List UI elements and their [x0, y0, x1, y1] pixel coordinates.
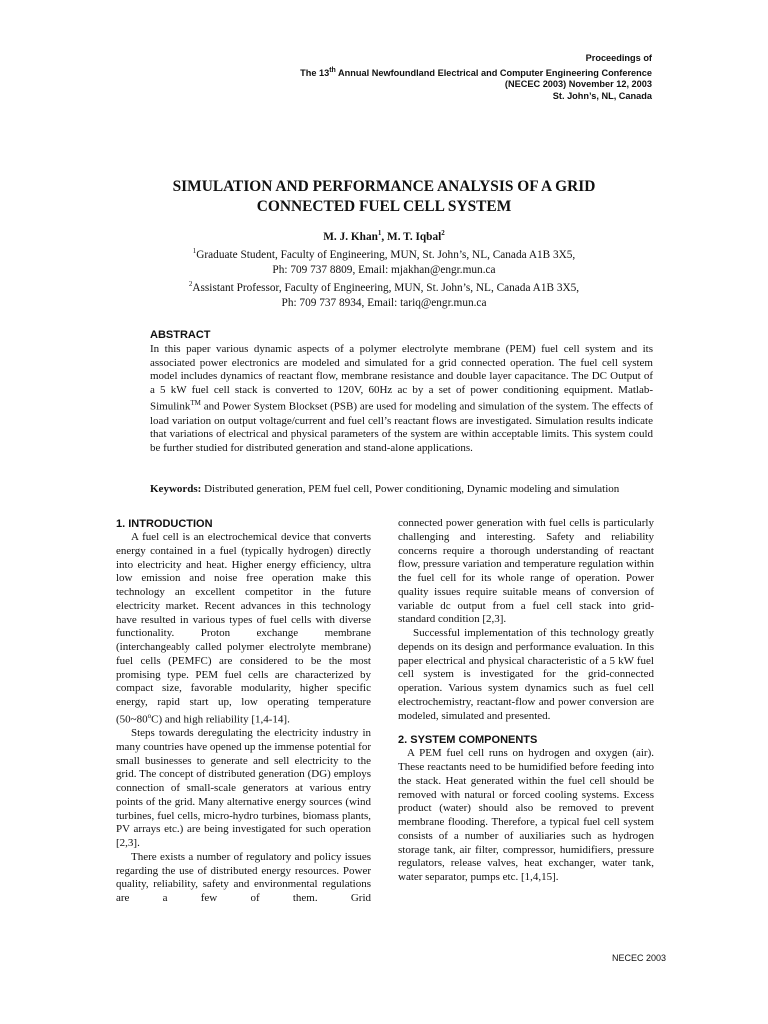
footer-label: NECEC 2003: [611, 953, 666, 963]
intro-p1-part1: A fuel cell is an electrochemical device that converts energy contained in a fuel (typically hydrogen) directly into electricity and heat. Higher energy efficiency, ultra low emission and noise free operation make this technology an excellent competitor in the future electricity market. Recent advances in this technology have resulted in various types of fuel cells with diverse functionality. Proton exchange membrane (interchangeably called polymer electrolyte membrane) fuel cells (PEMFC) are considered to be the most promising type. PEM fuel cells are characterized by compact size, favorable modularity, higher specific energy, rapid start up, low operating temperature (50~80: [116, 531, 371, 726]
authors-block: [0, 226, 768, 310]
degree-sup: o: [147, 711, 152, 720]
affiliation-1-line2: Ph: 709 737 8809, Email: mjakhan@engr.mun.ca: [272, 263, 496, 276]
abstract-text-part2: and Power System Blockset (PSB) are used for modeling and simulation of the system. The effects of load variation on output voltage/current and fuel cell’s reactant flows are investigated. Simulation results indicate that variations of electrical and physical parameters of the system are within acceptable limits. This system could be further studied for distributed generation and stand-alone applications.: [150, 401, 653, 454]
right-column: [398, 517, 654, 885]
affiliation-1-line1: [0, 244, 768, 262]
affiliation-2-line1: [0, 277, 768, 295]
intro-paragraph-3-continued: connected power generation with fuel cells is particularly challenging and interesting. Safety and reliability concerns require a thorough understanding of reactant flow, pressure variation and temperature regulation within the fuel cell for its whole range of operation. Power quality issues require suitable means of conversion of variable dc output from a fuel cell stack into grid-standard condition [2,3].: [398, 517, 654, 626]
abstract-tm: TM: [190, 399, 201, 408]
affiliation-2-text: Assistant Professor, Faculty of Engineering, MUN, St. John’s, NL, Canada A1B 3X5,: [192, 282, 580, 295]
affiliation-2-sup: 2: [188, 280, 193, 289]
affiliation-1-sup: 1: [192, 247, 197, 256]
proceedings-line2-sup: th: [329, 66, 336, 74]
keywords-text: Distributed generation, PEM fuel cell, Power conditioning, Dynamic modeling and simulation: [201, 483, 620, 495]
proceedings-line3: (NECEC 2003) November 12, 2003: [504, 79, 652, 90]
paper-title: [0, 177, 768, 217]
left-column: [116, 517, 371, 906]
affiliation-2-line2: Ph: 709 737 8934, Email: tariq@engr.mun.ca: [281, 296, 487, 309]
abstract-text: [150, 343, 653, 455]
proceedings-line2-suffix: Annual Newfoundland Electrical and Computer Engineering Conference: [335, 67, 652, 78]
section-heading-system-components: 2. SYSTEM COMPONENTS: [398, 734, 538, 747]
author-separator: ,: [381, 230, 388, 243]
proceedings-line1: Proceedings of: [585, 53, 652, 63]
abstract-text-part1: In this paper various dynamic aspects of a polymer electrolyte membrane (PEM) fuel cell system and its associated power electronics are modeled and simulated for a grid connected operation. The fuel cell system model includes dynamics of reactant flow, membrane resistance and double layer capacitance. The DC Output of a 5 kW fuel cell stack is converted to 120V, 60Hz ac by a set of power conditioning equipment. Matlab-Simulink: [150, 343, 653, 414]
intro-paragraph-4: Successful implementation of this technology greatly depends on its design and performance evaluation. In this paper electrical and physical characteristic of a 5 kW fuel cell system is investigated for the grid-connected operation. Various system dynamics such as fuel cell electrochemistry, reactant-flow and power conversion are modeled, simulated and presented.: [398, 627, 654, 722]
keywords-line: [150, 483, 670, 495]
paper-title-line1: SIMULATION AND PERFORMANCE ANALYSIS OF A GRID: [172, 178, 596, 195]
intro-p1-part2: C) and high reliability [1,4-14].: [151, 713, 290, 726]
section-heading-introduction: 1. INTRODUCTION: [116, 518, 213, 530]
proceedings-header: [300, 53, 652, 102]
author-1: M. J. Khan: [323, 230, 378, 243]
author-names: [0, 226, 768, 244]
section-gap: [398, 723, 654, 733]
author-1-sup: 1: [377, 229, 382, 237]
intro-paragraph-3: There exists a number of regulatory and policy issues regarding the use of distributed energy resources. Power quality, reliability, safety and environmental regulations are a few of them. Grid: [116, 850, 371, 905]
keywords-label: Keywords:: [150, 483, 202, 495]
abstract-heading: ABSTRACT: [150, 329, 211, 341]
author-2: M. T. Iqbal: [387, 230, 442, 243]
intro-paragraph-1: [116, 531, 371, 727]
proceedings-line2: [300, 65, 652, 80]
author-2-sup: 2: [441, 229, 445, 237]
paper-title-line2: CONNECTED FUEL CELL SYSTEM: [256, 198, 512, 215]
proceedings-line4: St. John’s, NL, Canada: [552, 90, 652, 101]
intro-paragraph-2: Steps towards deregulating the electricity industry in many countries have opened up the immense potential for small businesses to generate and sell electricity to the grid. The concept of distributed generation (DG) employs connection of small-scale generators at various entry points of the grid. Many alternative energy sources (wind turbines, fuel cells, micro-hydro turbines, biomass plants, PV arrays etc.) are being investigated for such operation [2,3].: [116, 727, 371, 850]
proceedings-line2-prefix: The 13: [300, 67, 330, 78]
system-paragraph-1: A PEM fuel cell runs on hydrogen and oxygen (air). These reactants need to be humidified before feeding into the stack. Heat generated within the fuel cell should be removed with natural or forced cooling systems. Excess product (water) should also be removed to prevent membrane flooding. Therefore, a typical fuel cell system consists of a number of auxiliaries such as hydrogen storage tank, air filter, compressor, humidifiers, pressure regulators, release valves, heat exchanger, water tank, water separator, pumps etc. [1,4,15].: [398, 747, 654, 883]
affiliation-1-text: Graduate Student, Faculty of Engineering, MUN, St. John’s, NL, Canada A1B 3X5,: [196, 249, 576, 262]
